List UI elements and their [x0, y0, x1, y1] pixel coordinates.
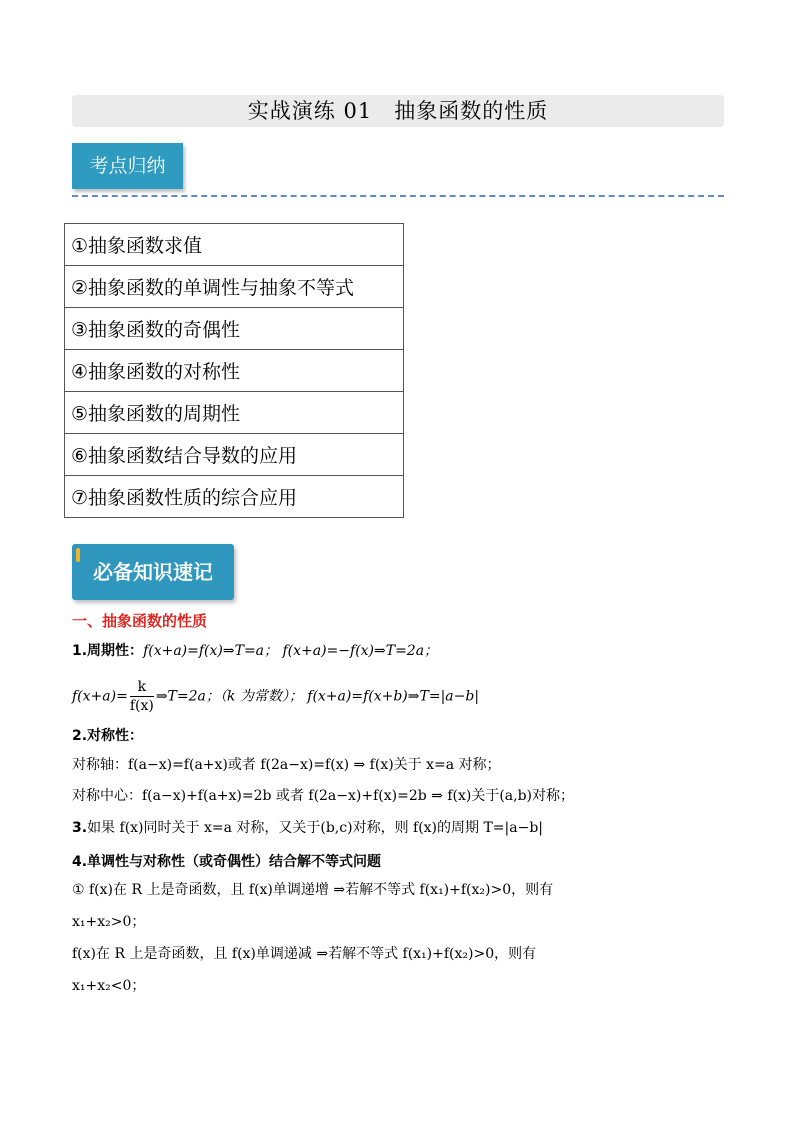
periodicity-label: 1.周期性： — [72, 643, 144, 659]
periodicity-fraction-line — [72, 678, 479, 715]
fraction — [130, 678, 154, 715]
topic-item: ②抽象函数的单调性与抽象不等式 — [65, 266, 404, 308]
topic-item: ③抽象函数的奇偶性 — [65, 308, 404, 350]
topic-item: ⑥抽象函数结合导数的应用 — [65, 434, 404, 476]
tag-kaodian: 考点归纳 — [72, 143, 183, 189]
decreasing-result-line: x₁+x₂<0； — [72, 978, 146, 994]
tag-knowledge: 必备知识速记 — [72, 544, 234, 600]
inequality-heading — [72, 852, 381, 872]
fraction-numerator: k — [130, 678, 154, 697]
increasing-case-line: ① f(x)在 R 上是奇函数，且 f(x)单调递增 ⇒若解不等式 f(x₁)+f(x₂)>0，则有 — [72, 882, 554, 898]
topic-item: ⑦抽象函数性质的综合应用 — [65, 476, 404, 518]
section-heading: 一、抽象函数的性质 — [72, 612, 208, 630]
fraction-pre: f(x+a)= — [72, 688, 128, 705]
symmetry-label: 2.对称性： — [72, 728, 144, 744]
topic-item: ④抽象函数的对称性 — [65, 350, 404, 392]
topic-item: ①抽象函数求值 — [65, 224, 404, 266]
symmetry-center-line: 对称中心：f(a−x)+f(a+x)=2b 或者 f(2a−x)+f(x)=2b ⇒ f(x)关于(a,b)对称； — [72, 788, 575, 804]
topic-table — [64, 223, 404, 518]
periodicity-formula: f(x+a)=f(x)⇒T=a； f(x+a)=−f(x)⇒T=2a； — [143, 643, 439, 659]
period-rule-line — [72, 818, 543, 838]
decreasing-case-line: f(x)在 R 上是奇函数，且 f(x)单调递减 ⇒若解不等式 f(x₁)+f(x₂)>0，则有 — [72, 946, 537, 962]
dashed-divider — [72, 195, 724, 197]
fraction-post: ⇒T=2a；（k 为常数）； f(x+a)=f(x+b)⇒T=|a−b| — [155, 688, 480, 705]
periodicity-line — [72, 641, 438, 661]
symmetry-axis-line: 对称轴：f(a−x)=f(a+x)或者 f(2a−x)=f(x) ⇒ f(x)关于 x=a 对称； — [72, 757, 501, 773]
page-title: 实战演练 01 抽象函数的性质 — [72, 95, 724, 127]
topic-item: ⑤抽象函数的周期性 — [65, 392, 404, 434]
bookmark-icon — [76, 548, 80, 562]
rule-text: 如果 f(x)同时关于 x=a 对称，又关于(b,c)对称，则 f(x)的周期 T=|a−b| — [87, 820, 544, 836]
inequality-label: 4.单调性与对称性（或奇偶性）结合解不等式问题 — [72, 854, 382, 870]
symmetry-heading — [72, 726, 143, 746]
increasing-result-line: x₁+x₂>0； — [72, 914, 146, 930]
rule-number: 3. — [72, 820, 88, 836]
fraction-denominator: f(x) — [129, 698, 154, 714]
